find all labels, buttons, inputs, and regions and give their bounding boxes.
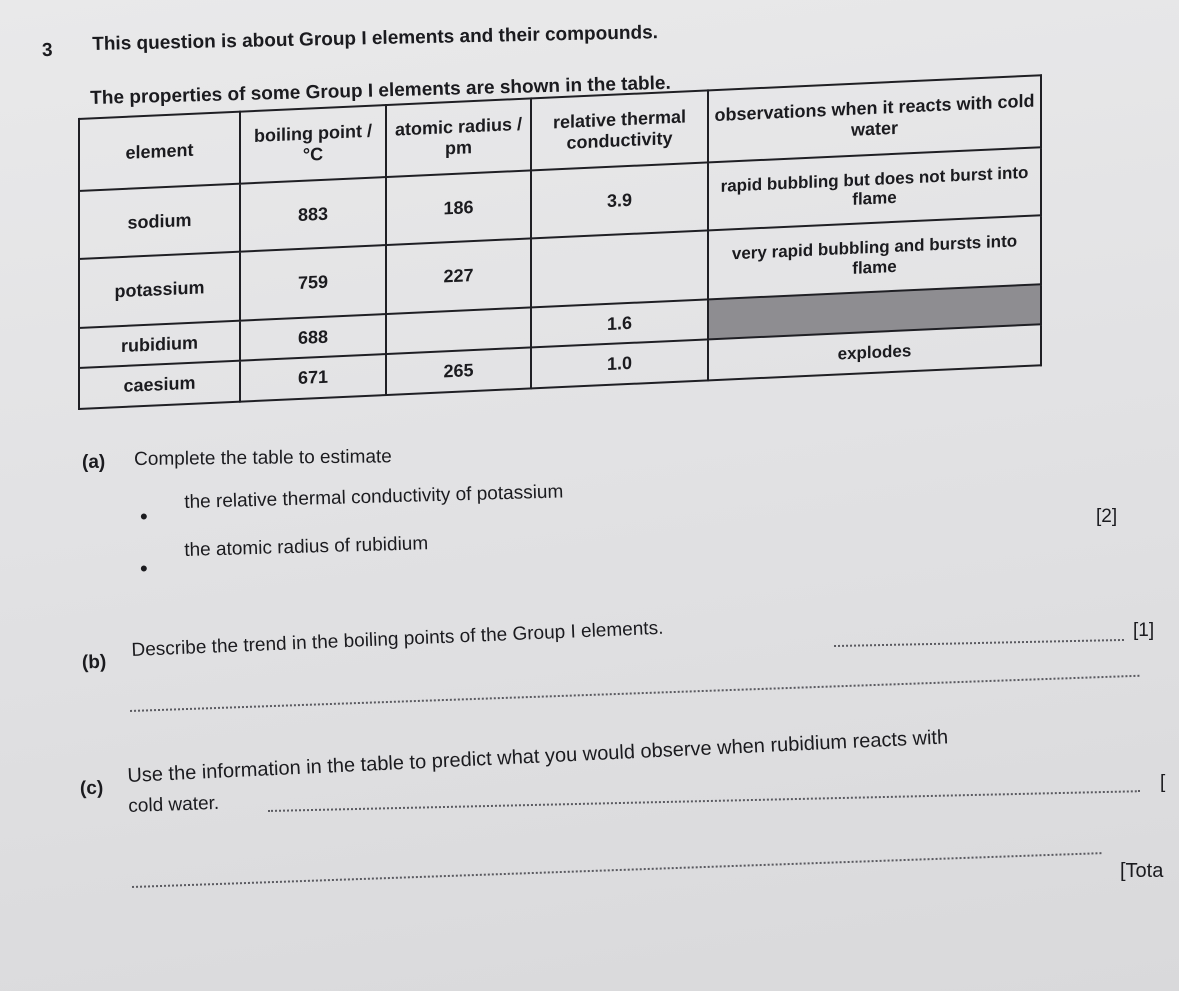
question-title: This question is about Group I elements and their compounds. <box>92 22 659 55</box>
question-number: 3 <box>41 39 53 62</box>
cell-boiling-point: 671 <box>240 354 386 401</box>
cell-element: rubidium <box>79 321 240 369</box>
cell-observation: explodes <box>708 325 1041 381</box>
part-c-label: (c) <box>79 777 104 800</box>
cell-observation: very rapid bubbling and bursts into flame <box>708 216 1041 300</box>
cell-atomic-radius: 265 <box>386 348 531 395</box>
header-boiling-point: boiling point / °C <box>240 105 386 184</box>
cell-thermal-conductivity: 1.0 <box>531 340 708 389</box>
part-a-bullet-1: the relative thermal conductivity of potassium <box>184 481 564 513</box>
part-c-marks: [ <box>1160 772 1166 793</box>
part-a-label: (a) <box>82 452 106 473</box>
part-a-text: Complete the table to estimate <box>134 446 392 470</box>
cell-boiling-point: 883 <box>240 177 386 252</box>
header-observations: observations when it reacts with cold water <box>708 75 1041 162</box>
cell-boiling-point: 688 <box>240 314 386 361</box>
part-a-bullet-2: the atomic radius of rubidium <box>184 533 429 561</box>
header-atomic-radius: atomic radius / pm <box>386 98 531 177</box>
cell-atomic-radius: 186 <box>386 170 531 245</box>
cell-atomic-radius: 227 <box>386 239 531 314</box>
answer-line[interactable] <box>834 639 1124 647</box>
total-marks: [Tota <box>1120 860 1164 882</box>
header-thermal-conductivity: relative thermal conductivity <box>531 90 708 170</box>
part-c-text-line1: Use the information in the table to predict what you would observe when rubidium reacts with <box>126 726 949 788</box>
cell-boiling-point: 759 <box>240 245 386 320</box>
properties-table <box>78 74 1042 410</box>
bullet-icon: • <box>140 556 148 581</box>
properties-table-wrapper <box>78 74 1040 410</box>
answer-line[interactable] <box>132 852 1101 888</box>
table-intro: The properties of some Group I elements are shown in the table. <box>90 72 672 109</box>
cell-element: caesium <box>79 361 240 409</box>
cell-thermal-conductivity: 3.9 <box>531 162 708 239</box>
answer-line[interactable] <box>130 675 1139 712</box>
cell-thermal-conductivity: 1.6 <box>531 299 708 348</box>
part-b-text: Describe the trend in the boiling points of the Group I elements. <box>131 617 664 662</box>
cell-element: potassium <box>79 252 240 328</box>
part-b-marks: [1] <box>1133 620 1155 641</box>
cell-element: sodium <box>79 184 240 260</box>
answer-cell-thermal-conductivity[interactable] <box>531 231 708 308</box>
answer-cell-atomic-radius[interactable] <box>386 307 531 354</box>
bullet-icon: • <box>140 504 148 529</box>
part-b-label: (b) <box>81 651 107 674</box>
header-element: element <box>79 112 240 191</box>
part-a-marks: [2] <box>1096 506 1118 527</box>
answer-line[interactable] <box>268 790 1140 812</box>
part-c-text-line2: cold water. <box>128 792 220 817</box>
cell-observation: rapid bubbling but does not burst into flame <box>708 147 1041 231</box>
